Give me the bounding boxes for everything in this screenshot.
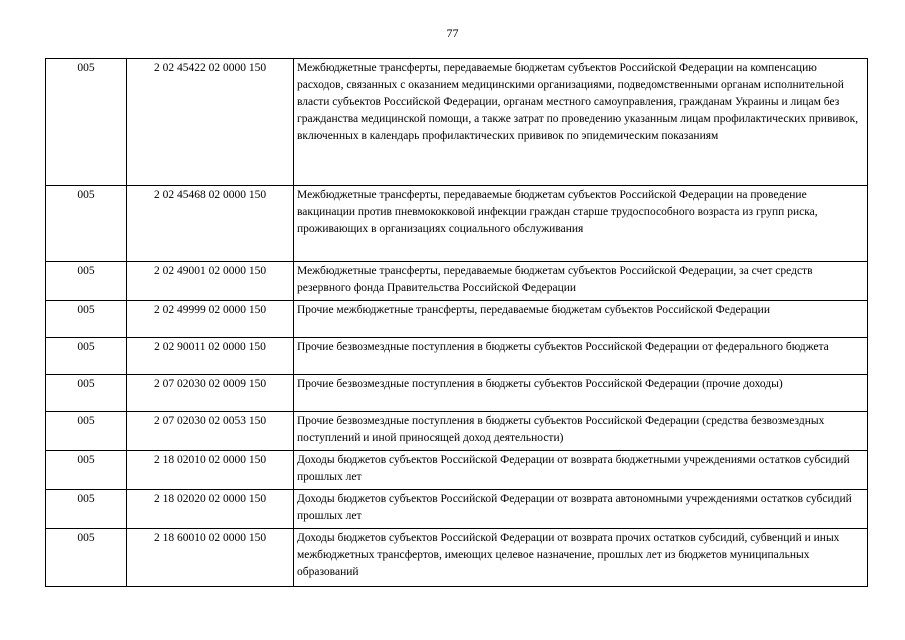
table-row [46,375,868,412]
admin-code-cell: 005 [46,490,127,529]
classification-code-cell: 2 18 60010 02 0000 150 [127,529,294,587]
revenue-name-cell: Доходы бюджетов субъектов Российской Федерации от возврата прочих остатков субсидий, субвенций и иных межбюджетных трансфертов, имеющих целевое назначение, прошлых лет из бюджетов муниципальных образований [294,529,868,587]
admin-code-cell: 005 [46,186,127,262]
table-row [46,338,868,375]
revenue-name-cell: Доходы бюджетов субъектов Российской Федерации от возврата бюджетными учреждениями остатков субсидий прошлых лет [294,451,868,490]
revenue-name-cell: Межбюджетные трансферты, передаваемые бюджетам субъектов Российской Федерации, за счет средств резервного фонда Правительства Российской Федерации [294,262,868,301]
table-row [46,451,868,490]
classification-code-cell: 2 02 90011 02 0000 150 [127,338,294,375]
table-row [46,59,868,186]
classification-code-cell: 2 18 02010 02 0000 150 [127,451,294,490]
admin-code-cell: 005 [46,338,127,375]
admin-code-cell: 005 [46,451,127,490]
classification-code-cell: 2 18 02020 02 0000 150 [127,490,294,529]
classification-code-cell: 2 02 49001 02 0000 150 [127,262,294,301]
budget-classification-table [45,58,868,587]
admin-code-cell: 005 [46,262,127,301]
classification-code-cell: 2 07 02030 02 0053 150 [127,412,294,451]
revenue-name-cell: Межбюджетные трансферты, передаваемые бюджетам субъектов Российской Федерации на проведение вакцинации против пневмококковой инфекции граждан старше трудоспособного возраста из групп риска, проживающих в организациях социального обслуживания [294,186,868,262]
revenue-name-cell: Прочие безвозмездные поступления в бюджеты субъектов Российской Федерации от федерального бюджета [294,338,868,375]
admin-code-cell: 005 [46,375,127,412]
admin-code-cell: 005 [46,301,127,338]
table-row [46,186,868,262]
table-row [46,412,868,451]
admin-code-cell: 005 [46,412,127,451]
revenue-name-cell: Прочие межбюджетные трансферты, передаваемые бюджетам субъектов Российской Федерации [294,301,868,338]
revenue-name-cell: Межбюджетные трансферты, передаваемые бюджетам субъектов Российской Федерации на компенсацию расходов, связанных с оказанием медицинскими организациями, подведомственными органам исполнительной власти субъектов Российской Федерации, органам местного самоуправления, гражданам Украины и лицам без гражданства медицинской помощи, а также затрат по проведению указанным лицам профилактических прививок, включенных в календарь профилактических прививок по эпидемическим показаниям [294,59,868,186]
classification-code-cell: 2 02 49999 02 0000 150 [127,301,294,338]
revenue-name-cell: Прочие безвозмездные поступления в бюджеты субъектов Российской Федерации (средства безвозмездных поступлений и иной приносящей доход деятельности) [294,412,868,451]
admin-code-cell: 005 [46,529,127,587]
table-row [46,529,868,587]
revenue-name-cell: Прочие безвозмездные поступления в бюджеты субъектов Российской Федерации (прочие доходы) [294,375,868,412]
classification-code-cell: 2 02 45422 02 0000 150 [127,59,294,186]
revenue-name-cell: Доходы бюджетов субъектов Российской Федерации от возврата автономными учреждениями остатков субсидий прошлых лет [294,490,868,529]
admin-code-cell: 005 [46,59,127,186]
classification-code-cell: 2 02 45468 02 0000 150 [127,186,294,262]
table-row [46,301,868,338]
table-row [46,490,868,529]
page-number: 77 [446,26,459,40]
table-row [46,262,868,301]
classification-code-cell: 2 07 02030 02 0009 150 [127,375,294,412]
